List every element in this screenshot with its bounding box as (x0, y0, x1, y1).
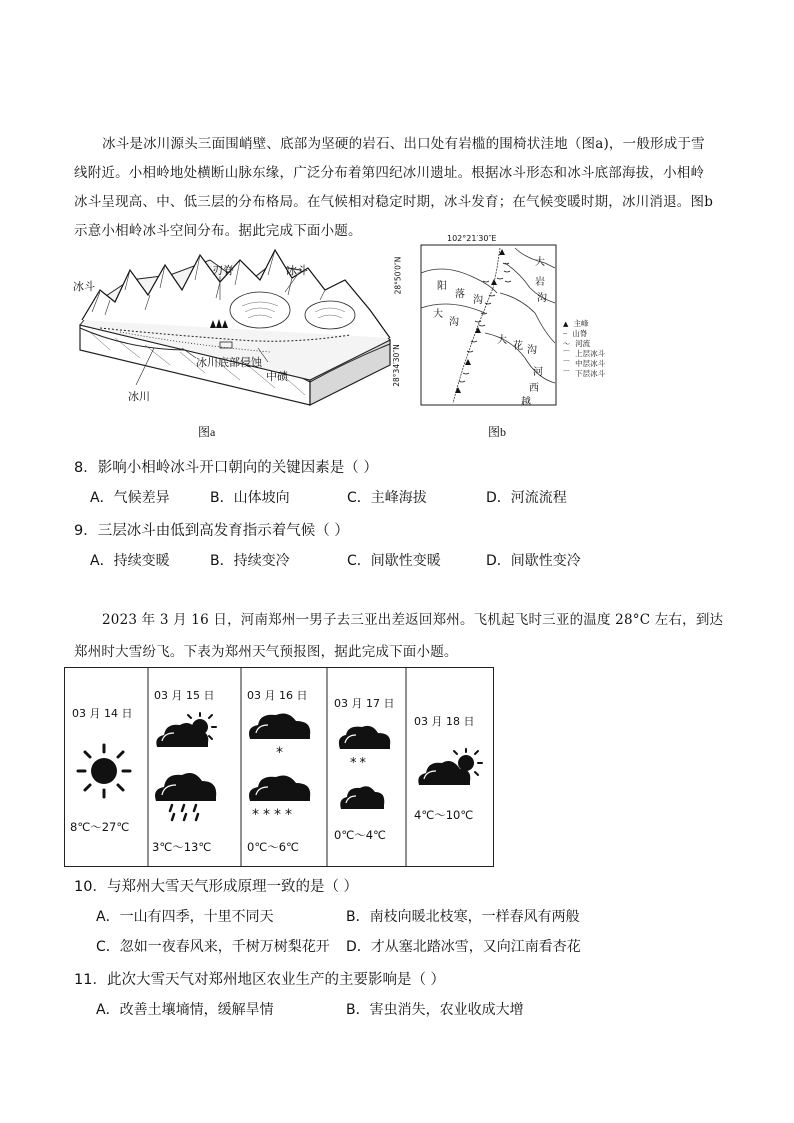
question-11: 11．此次大雪天气对郑州地区农业生产的主要影响是（ ） (74, 972, 446, 988)
map-place: 大 (497, 335, 507, 346)
map-place: 越 (521, 397, 531, 408)
question-8: 8．影响小相岭冰斗开口朝向的关键因素是（ ） (74, 460, 378, 476)
map-latitude-bottom: 28°34′30″N (391, 344, 401, 387)
forecast-temp: 8℃～27℃ (70, 820, 130, 834)
partly-cloudy-icon (414, 745, 486, 789)
map-longitude: 102°21′30″E (447, 234, 497, 243)
legend-item: 河流 (575, 339, 591, 348)
heavy-snow-icon (246, 775, 316, 821)
passage-2-line: 2023 年 3 月 16 日，河南郑州一男子去三亚出差返回郑州。飞机起飞时三亚的温度 28°C 左右，到达 (102, 612, 724, 628)
label-cirque-right: 冰斗 (286, 265, 308, 277)
passage-1-line: 冰斗呈现高、中、低三层的分布格局。在气候相对稳定时期，冰斗发育；在气候变暖时期，冰川消退。图b (74, 194, 714, 210)
map-place: 花 (513, 341, 523, 352)
question-8-option-c[interactable]: C．主峰海拔 (347, 490, 427, 506)
figure-b (391, 233, 630, 413)
label-arete: 刃脊 (212, 265, 234, 277)
forecast-date: 03 月 15 日 (154, 689, 215, 702)
label-glacier-erosion: 冰川底部侵蚀 (196, 357, 262, 369)
question-9-option-d[interactable]: D．间歇性变冷 (486, 553, 581, 569)
peak-legend-icon: ▲ (563, 320, 569, 328)
lower-cirque-icon: ⌒ (563, 370, 570, 378)
question-8-option-b[interactable]: B．山体坡向 (210, 490, 290, 506)
snow-icon (336, 725, 396, 769)
map-place: 沟 (449, 317, 459, 328)
weather-forecast-table (64, 667, 494, 867)
passage-1-line: 冰斗是冰川源头三面围峭壁、底部为坚硬的岩石、出口处有岩槛的围椅状洼地（图a)，一般形成于雪 (102, 136, 705, 152)
label-medial-moraine: 中碛 (266, 371, 288, 383)
question-8-option-d[interactable]: D．河流流程 (486, 490, 567, 506)
question-8-option-a[interactable]: A．气候差异 (90, 490, 170, 506)
map-legend (563, 311, 629, 378)
passage-1-line: 线附近。小相岭地处横断山脉东缘，广泛分布着第四纪冰川遗址。根据冰斗形态和冰斗底部海拔，小相岭 (74, 165, 705, 181)
question-10-option-c[interactable]: C．忽如一夜春风来，千树万树梨花开 (96, 939, 330, 955)
ridge-legend-icon: ┈ (563, 330, 568, 338)
forecast-temp: 0℃～6℃ (247, 840, 299, 854)
question-10-option-b[interactable]: B．南枝向暖北枝寒，一样春风有两般 (346, 909, 580, 925)
sun-icon (74, 741, 134, 801)
forecast-date: 03 月 17 日 (334, 697, 395, 710)
question-10-option-d[interactable]: D．才从塞北踏冰雪，又向江南看杏花 (346, 939, 581, 955)
map-latitude-top: 28°50′0″N (393, 256, 403, 295)
partly-cloudy-icon (152, 711, 222, 751)
figure-a-caption: 图a (198, 425, 216, 439)
map-place: 沟 (473, 295, 483, 306)
question-11-option-b[interactable]: B．害虫消失，农业收成大增 (346, 1002, 524, 1018)
question-9-option-b[interactable]: B．持续变冷 (210, 553, 290, 569)
forecast-temp: 3℃～13℃ (152, 840, 212, 854)
figure-a (70, 240, 403, 410)
legend-item: 山脊 (572, 329, 588, 338)
legend-item: 下层冰斗 (575, 369, 606, 378)
label-glacier: 冰川 (128, 391, 150, 403)
map-place: 沟 (527, 345, 537, 356)
glacier-block-diagram (70, 240, 403, 410)
middle-cirque-icon: ⌒ (563, 360, 570, 368)
map-place: 落 (455, 289, 465, 300)
passage-1-line: 示意小相岭冰斗空间分布。据此完成下面小题。 (74, 223, 362, 239)
question-9: 9．三层冰斗由低到高发育指示着气候（ ） (74, 523, 349, 539)
question-10: 10．与郑州大雪天气形成原理一致的是（ ） (74, 879, 359, 895)
map-place: 大 (433, 309, 443, 320)
map-place: 阳 (437, 281, 447, 292)
forecast-temp: 4℃～10℃ (414, 808, 474, 822)
map-place: 西 (529, 383, 539, 394)
snow-cloud-icon (246, 713, 316, 761)
cloud-icon (338, 783, 388, 811)
legend-item: 上层冰斗 (575, 349, 606, 358)
question-9-option-a[interactable]: A．持续变暖 (90, 553, 170, 569)
map-place: 河 (533, 367, 543, 378)
svg-text:****: **** (252, 807, 296, 821)
legend-item: 中层冰斗 (575, 359, 606, 368)
question-10-option-a[interactable]: A．一山有四季，十里不同天 (96, 909, 274, 925)
figure-b-caption: 图b (488, 425, 507, 439)
map-place: 岩 (535, 277, 545, 288)
river-legend-icon: ～ (563, 340, 570, 348)
svg-text:**: ** (350, 756, 369, 769)
forecast-date: 03 月 18 日 (414, 715, 475, 728)
label-cirque-left: 冰斗 (73, 281, 95, 293)
passage-2-line: 郑州时大雪纷飞。下表为郑州天气预报图，据此完成下面小题。 (74, 644, 458, 660)
question-9-option-c[interactable]: C．间歇性变暖 (347, 553, 441, 569)
upper-cirque-icon: ⌒ (563, 350, 570, 358)
map-place: 沟 (537, 293, 547, 304)
svg-text:*: * (276, 745, 283, 761)
forecast-date: 03 月 16 日 (247, 689, 308, 702)
forecast-date: 03 月 14 日 (72, 707, 133, 720)
map-place: 大 (535, 257, 545, 268)
rain-icon (152, 771, 222, 823)
question-11-option-a[interactable]: A．改善土壤墒情，缓解旱情 (96, 1002, 274, 1018)
forecast-temp: 0℃～4℃ (334, 828, 386, 842)
legend-item: 主峰 (573, 319, 589, 328)
